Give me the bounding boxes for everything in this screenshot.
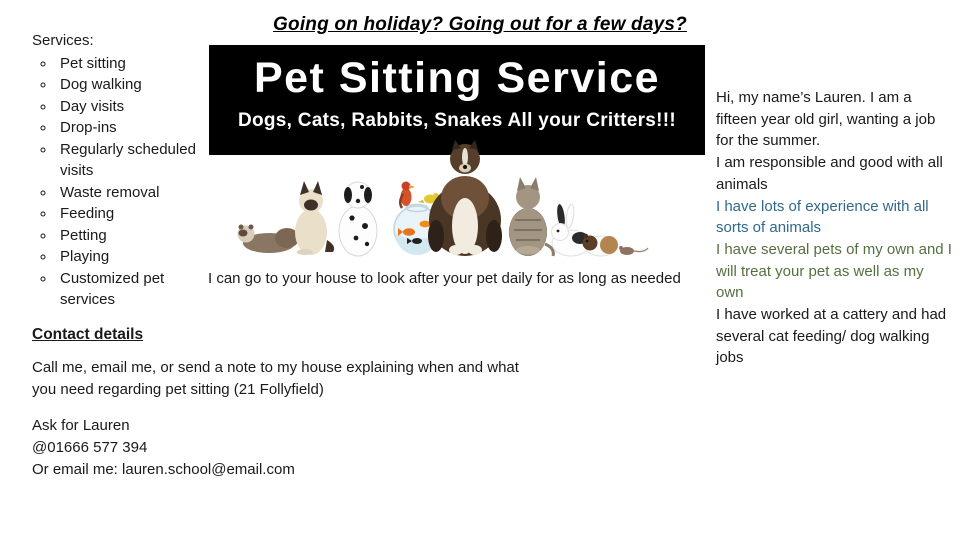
collie-dog-icon <box>428 140 502 256</box>
about-paragraph: I have lots of experience with all sorts of animals <box>716 197 929 237</box>
service-item: ◦ Petting <box>56 225 220 247</box>
service-item: ◦ Waste removal <box>56 182 220 204</box>
rabbit-icon <box>552 204 591 256</box>
service-item: ◦ Dog walking <box>56 74 220 96</box>
siamese-cat-icon <box>295 181 334 255</box>
tabby-cat-icon <box>509 177 553 256</box>
services-section <box>32 30 220 311</box>
service-item: ◦ Playing <box>56 246 220 268</box>
services-heading: Services: <box>32 32 94 49</box>
contact-heading: Contact details <box>32 326 144 343</box>
banner <box>209 45 705 155</box>
tagline: I can go to your house to look after your pet daily for as long as needed <box>208 270 681 287</box>
contact-lines <box>32 415 552 481</box>
about-section <box>716 87 954 369</box>
contact-section <box>32 324 552 481</box>
banner-subtitle: Dogs, Cats, Rabbits, Snakes All your Critters!!! <box>237 110 677 131</box>
service-item: ◦ Day visits <box>56 96 220 118</box>
about-paragraph: I am responsible and good with all animals <box>716 154 943 193</box>
mouse-icon <box>619 246 648 255</box>
contact-phone-line: @01666 577 394 <box>32 439 148 456</box>
about-paragraph: Hi, my name’s Lauren. I am a fifteen year old girl, wanting a job for the summer. <box>716 89 936 150</box>
service-item: ◦ Feeding <box>56 203 220 225</box>
service-item: ◦ Customized pet services <box>56 268 220 311</box>
about-paragraph: I have worked at a cattery and had several cat feeding/ dog walking jobs <box>716 306 947 367</box>
banner-title: Pet Sitting Service <box>253 54 661 102</box>
contact-ask-line: Ask for Lauren <box>32 417 130 434</box>
animals-photo <box>209 140 705 264</box>
dalmatian-puppy-icon <box>339 182 377 256</box>
guinea-pig-icon <box>583 234 619 256</box>
contact-body: Call me, email me, or send a note to my house explaining when and what you need regarding pet sitting (21 Follyfield) <box>32 359 519 398</box>
about-paragraph: I have several pets of my own and I will treat your pet as well as my own <box>716 240 952 302</box>
service-item: ◦ Regularly scheduled visits <box>56 139 220 182</box>
service-item: ◦ Pet sitting <box>56 53 220 75</box>
holiday-headline: Going on holiday? Going out for a few days? <box>273 14 687 35</box>
ferret-icon <box>238 225 300 254</box>
service-item: ◦ Drop-ins <box>56 117 220 139</box>
contact-email-line: Or email me: lauren.school@email.com <box>32 461 295 478</box>
services-list <box>32 53 220 311</box>
